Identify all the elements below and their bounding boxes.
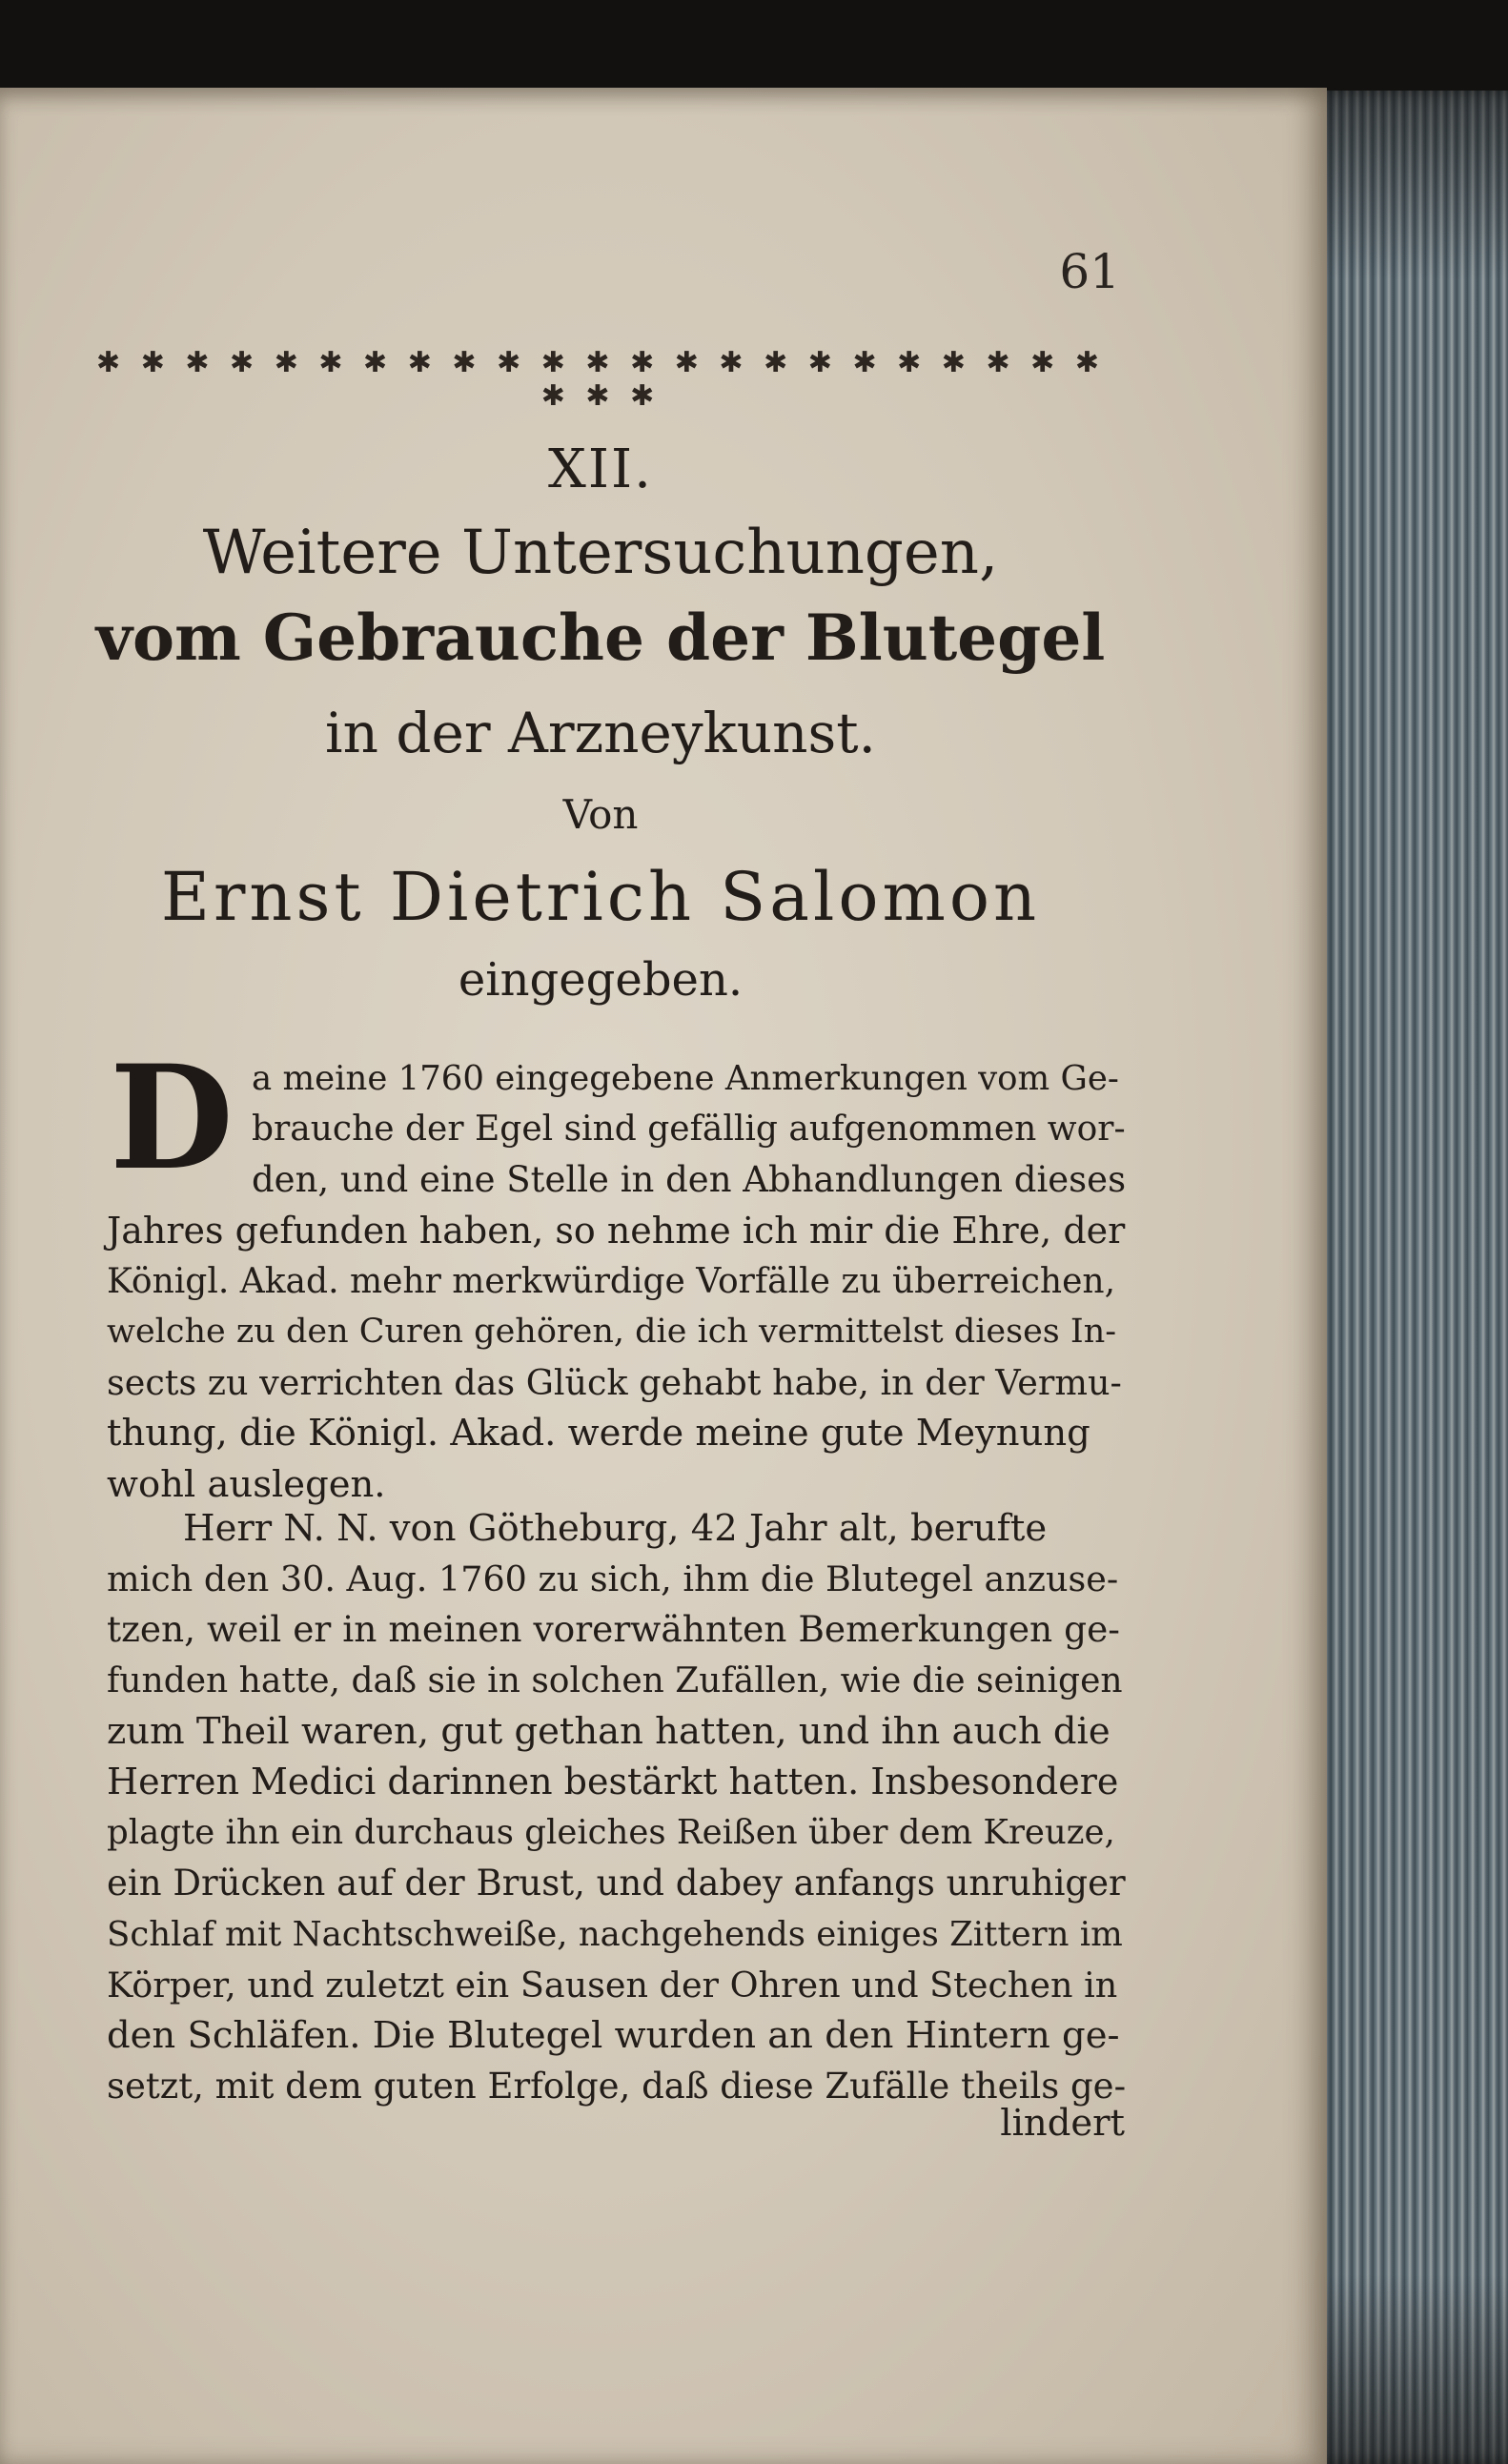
text-line: a meine 1760 eingegebene Anmerkungen vom Ge-	[252, 1059, 1119, 1098]
text-line: wohl auslegen.	[107, 1462, 386, 1506]
section-number: XII.	[548, 438, 653, 500]
text-line: Jahres gefunden haben, so nehme ich mir die Ehre, der	[107, 1209, 1126, 1252]
text-line: funden hatte, daß sie in solchen Zufällen, wie die seinigen	[107, 1660, 1123, 1700]
paragraph-1	[107, 1053, 1125, 1510]
text-line: brauche der Egel sind gefällig aufgenommen wor-	[252, 1110, 1126, 1150]
byline-von: Von	[562, 791, 639, 838]
text-line: welche zu den Curen gehören, die ich vermittelst dieses In-	[107, 1313, 1117, 1352]
title-line-1: Weitere Untersuchungen,	[202, 518, 999, 588]
text-line: setzt, mit dem guten Erfolge, daß diese Zufälle theils ge-	[107, 2066, 1127, 2108]
drop-cap: D	[109, 1034, 234, 1202]
ornament-rule	[95, 346, 1106, 413]
text-line: den, und eine Stelle in den Abhandlungen dieses	[252, 1159, 1127, 1201]
text-line: thung, die Königl. Akad. werde meine gute Meynung	[107, 1412, 1090, 1456]
title-line-3: in der Arzneykunst.	[325, 701, 876, 765]
text-line: mich den 30. Aug. 1760 zu sich, ihm die Blutegel anzuse-	[107, 1558, 1119, 1600]
text-line: zum Theil waren, gut gethan hatten, und ihn auch die	[107, 1709, 1111, 1753]
ornament-stars: ✱ ✱ ✱ ✱ ✱ ✱ ✱ ✱ ✱ ✱ ✱ ✱ ✱ ✱ ✱ ✱ ✱ ✱ ✱ ✱ ✱ ✱ ✱ ✱ ✱ ✱	[96, 346, 1105, 413]
text-line: plagte ihn ein durchaus gleiches Reißen über dem Kreuze,	[107, 1813, 1115, 1853]
paragraph-2	[107, 1503, 1125, 2111]
text-line: den Schläfen. Die Blutegel wurden an den Hintern ge-	[107, 2014, 1120, 2058]
text-line: Herr N. N. von Götheburg, 42 Jahr alt, berufte	[183, 1507, 1048, 1550]
text-line: Königl. Akad. mehr merkwürdige Vorfälle zu überreichen,	[107, 1261, 1116, 1301]
text-line: ein Drücken auf der Brust, und dabey anfangs unruhiger	[107, 1863, 1126, 1904]
book-fore-edge	[1311, 91, 1508, 2464]
text-line: Schlaf mit Nachtschweiße, nachgehends einiges Zittern im	[107, 1914, 1123, 1954]
text-line: Herren Medici darinnen bestärkt hatten. Insbesondere	[107, 1761, 1119, 1803]
text-line: sects zu verrichten das Glück gehabt habe, in der Vermu-	[107, 1362, 1122, 1404]
submitted-note: eingegeben.	[458, 953, 744, 1007]
catchword: lindert	[1000, 2102, 1125, 2145]
text-line: Körper, und zuletzt ein Sausen der Ohren und Stechen in	[107, 1964, 1118, 2006]
page-number: 61	[1059, 244, 1120, 299]
text-line: tzen, weil er in meinen vorerwähnten Bemerkungen ge-	[107, 1608, 1120, 1651]
author-name: Ernst Dietrich Salomon	[160, 858, 1041, 936]
title-line-2: vom Gebrauche der Blutegel	[95, 601, 1106, 675]
